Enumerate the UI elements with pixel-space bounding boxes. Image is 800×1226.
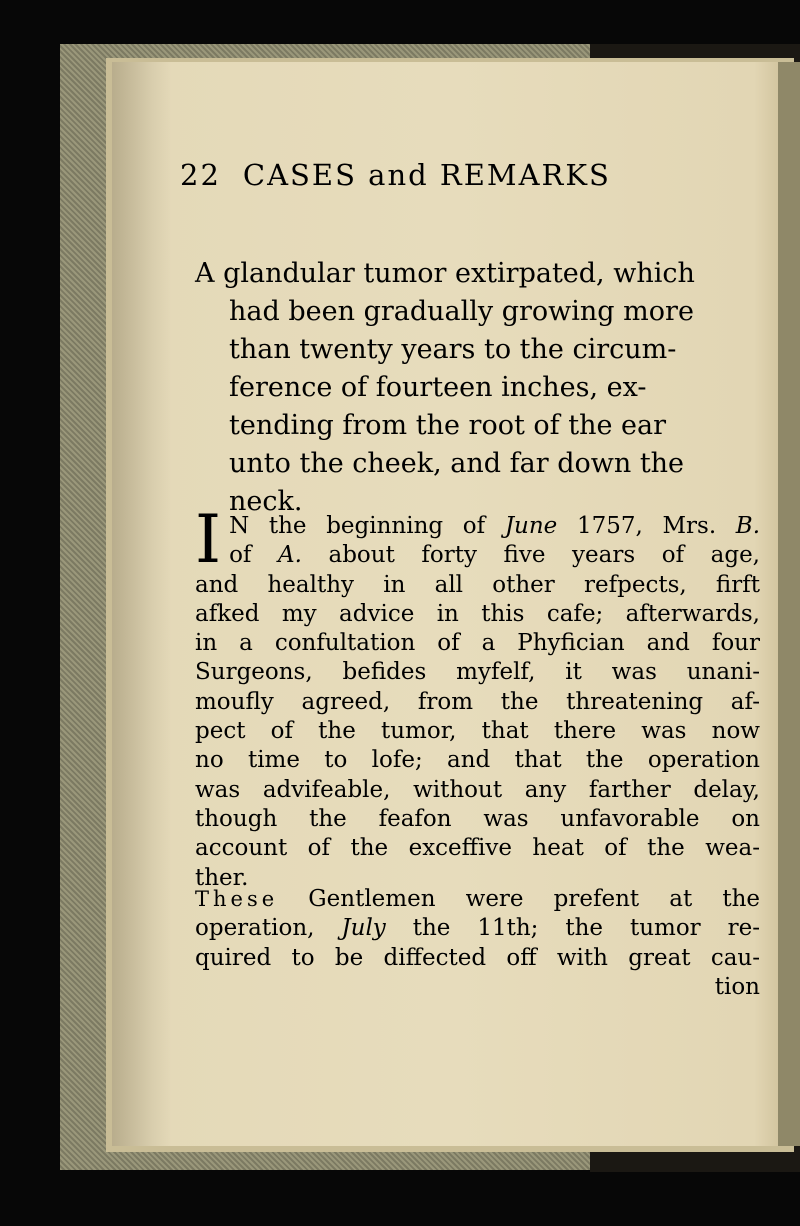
- running-head: [180, 158, 680, 192]
- paragraph-2: [195, 885, 760, 1002]
- italic-run: July: [341, 915, 386, 942]
- body-line: [195, 914, 760, 943]
- heading-line: unto the cheek, and far down the: [229, 448, 685, 479]
- heading-line: had been gradually growing more: [229, 296, 694, 327]
- text-run: operation,: [195, 915, 342, 942]
- body-line: ther.: [195, 864, 249, 891]
- catchword: tion: [714, 973, 760, 1000]
- italic-run: June: [504, 513, 558, 539]
- body-line: was advifeable, without any farther delay,: [195, 776, 760, 803]
- body-line: no time to lofe; and that the operation: [195, 747, 760, 774]
- body-line: [195, 885, 760, 914]
- body-line: [195, 512, 760, 541]
- heading-line: tending from the root of the ear: [229, 410, 666, 441]
- case-heading: [195, 255, 760, 521]
- text-run: of: [229, 542, 278, 569]
- heading-line: A glandular tumor extirpated, which: [195, 258, 695, 289]
- body-line: quired to be diffected off with great cau-: [195, 944, 760, 971]
- italic-run: B.: [735, 513, 761, 539]
- text-run: the 11th; the tumor re-: [385, 915, 760, 942]
- heading-line: neck.: [229, 486, 303, 517]
- body-line: Surgeons, befides myfelf, it was unani-: [195, 659, 760, 686]
- body-line: moufly agreed, from the threatening af-: [195, 688, 760, 715]
- page-number: 22: [180, 158, 221, 192]
- body-line: pect of the tumor, that there was now: [195, 718, 760, 745]
- heading-line: ference of fourteen inches, ex-: [229, 372, 647, 403]
- body-line: account of the exceffive heat of the wea-: [195, 835, 760, 862]
- heading-line: than twenty years to the circum-: [229, 334, 677, 365]
- text-run: 1757, Mrs.: [557, 513, 736, 539]
- text-run: Gentlemen were prefent at the: [278, 886, 760, 912]
- body-line: [195, 541, 760, 570]
- small-caps-run: These: [195, 887, 279, 911]
- page-gutter-shadow: [112, 62, 172, 1146]
- text-run: N the beginning of: [229, 513, 505, 539]
- body-line: though the feafon was unfavorable on: [195, 805, 760, 832]
- page-stack-edge: [778, 62, 800, 1146]
- body-line: afked my advice in this cafe; afterwards,: [195, 600, 760, 627]
- italic-run: A.: [278, 542, 302, 569]
- drop-cap: I: [195, 501, 222, 578]
- text-run: about forty five years of age,: [301, 542, 760, 569]
- body-line: and healthy in all other refpects, firft: [195, 571, 760, 598]
- running-title: CASES and REMARKS: [242, 158, 611, 192]
- body-line: in a confultation of a Phyfician and four: [195, 630, 760, 657]
